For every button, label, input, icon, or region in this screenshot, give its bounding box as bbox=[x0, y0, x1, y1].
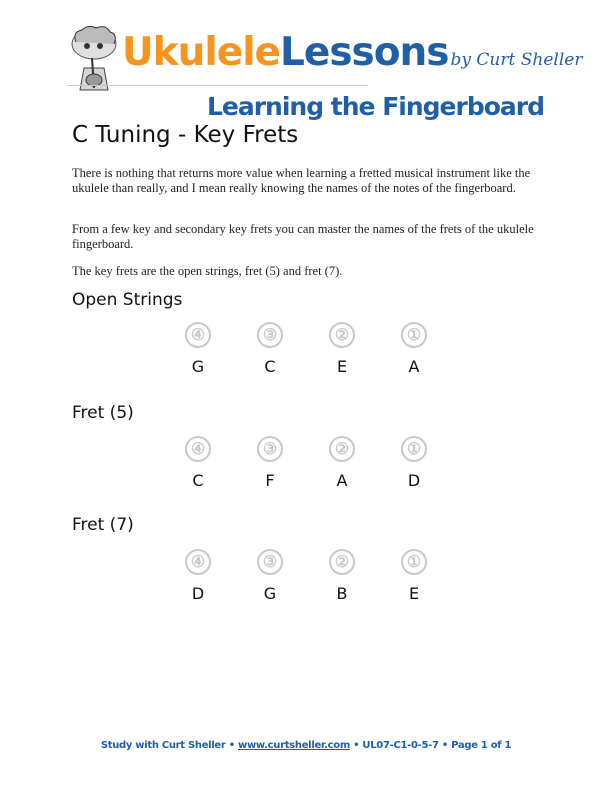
note-label: G bbox=[191, 357, 205, 376]
section-heading-fret-5: Fret (5) bbox=[72, 403, 134, 423]
intro-paragraph: From a few key and secondary key frets you can master the names of the frets of the ukulele fingerboard. bbox=[72, 222, 534, 251]
string-row-open bbox=[0, 322, 612, 392]
logo-mascot-icon bbox=[64, 24, 126, 94]
note-label: E bbox=[336, 357, 348, 376]
string-number-circle: ④ bbox=[185, 436, 211, 462]
string-row-fret-7 bbox=[0, 549, 612, 619]
logo-lessons: Lessons bbox=[280, 30, 449, 75]
string-number-circle: ② bbox=[329, 436, 355, 462]
string-number-circle: ② bbox=[329, 322, 355, 348]
note-label: B bbox=[336, 584, 348, 603]
note-label: D bbox=[407, 471, 421, 490]
note-label: A bbox=[408, 357, 420, 376]
footer-website-link[interactable]: www.curtsheller.com bbox=[238, 740, 350, 751]
intro-paragraph: There is nothing that returns more value when learning a fretted musical instrument like the ukulele than really, and I mean really knowing the names of the notes of the fingerboard. bbox=[72, 166, 531, 195]
string-number-circle: ③ bbox=[257, 322, 283, 348]
note-label: D bbox=[191, 584, 205, 603]
note-label: G bbox=[263, 584, 277, 603]
page-title: C Tuning - Key Frets bbox=[72, 122, 299, 148]
string-number-circle: ④ bbox=[185, 549, 211, 575]
page-footer bbox=[0, 740, 612, 751]
string-number-circle: ② bbox=[329, 549, 355, 575]
note-label: A bbox=[336, 471, 348, 490]
logo-ukulele: Ukulele bbox=[122, 30, 281, 75]
string-number-circle: ① bbox=[401, 549, 427, 575]
note-label: C bbox=[264, 357, 276, 376]
note-label: E bbox=[408, 584, 420, 603]
logo-wordmark[interactable] bbox=[122, 30, 582, 75]
intro-paragraph: The key frets are the open strings, fret (5) and fret (7). bbox=[72, 264, 343, 278]
string-number-circle: ① bbox=[401, 436, 427, 462]
section-heading-open-strings: Open Strings bbox=[72, 290, 183, 310]
note-label: F bbox=[265, 471, 275, 490]
section-heading-fret-7: Fret (7) bbox=[72, 515, 134, 535]
page-subtitle: Learning the Fingerboard bbox=[206, 92, 544, 121]
footer-prefix: Study with Curt Sheller • bbox=[100, 740, 238, 751]
string-number-circle: ④ bbox=[185, 322, 211, 348]
string-number-circle: ① bbox=[401, 322, 427, 348]
logo-underline bbox=[68, 85, 368, 86]
string-row-fret-5 bbox=[0, 436, 612, 506]
note-label: C bbox=[192, 471, 204, 490]
string-number-circle: ③ bbox=[257, 436, 283, 462]
logo-byline: by Curt Sheller bbox=[450, 50, 583, 70]
footer-suffix: • UL07-C1-0-5-7 • Page 1 of 1 bbox=[349, 740, 512, 751]
string-number-circle: ③ bbox=[257, 549, 283, 575]
